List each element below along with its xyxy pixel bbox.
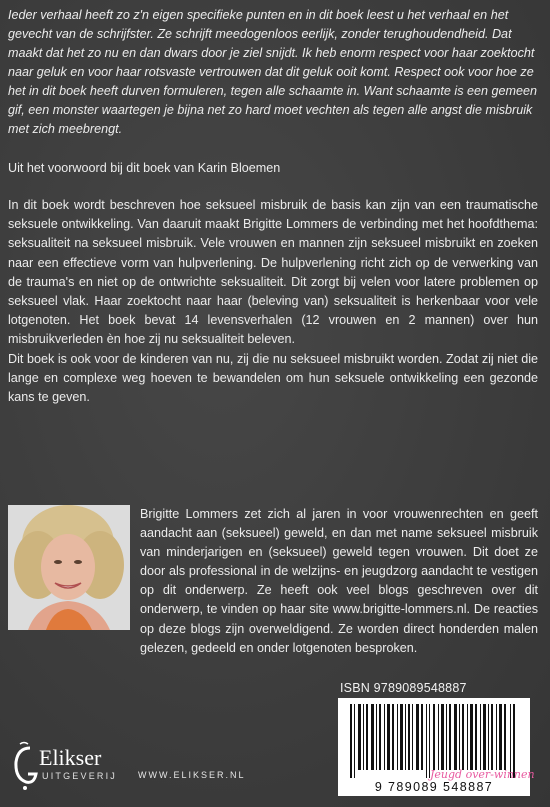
description-paragraph: In dit boek wordt beschreven hoe seksueel misbruik de basis kan zijn van een traumatische seksuele ontwikkeling. Van daaruit maakt Brigitte Lommers de verbinding met het hoofdthema: seksualiteit na seksueel misbruik. Vele vrouwen en mannen zijn seksueel misbruikt en zoeken naar een effectieve vorm van hulpverlening. De hulpverlening richt zich op de verwerking van de trauma's en niet op de ontwrichte seksualiteit. Dit zorgt bij velen voor latere problemen op seksueel vlak. Haar zoektocht naar haar (beleving van) seksualiteit is herkenbaar voor vele lotgenoten. Het boek bevat 14 levensverhalen (12 vrouwen en 2 mannen) over hun misbruikverleden èn hoe zij nu seksualiteit beleven.	[8, 198, 538, 347]
publisher-subtitle: UITGEVERIJ	[42, 771, 118, 781]
quote-source: Uit het voorwoord bij dit boek van Karin Bloemen	[8, 161, 281, 175]
foreword-quote: Ieder verhaal heeft zo z'n eigen specifieke punten en in dit boek leest u het verhaal en het gevecht van de schrijfster. Ze schrijft meedogenloos eerlijk, zonder terughoudendheid. Dat maakt dat het zo nu en dan dwars door je ziel snijdt. Ik heb enorm respect voor haar zoektocht naar geluk en voor haar rotsvaste vertrouwen dat dit geluk ooit komt. Respect ook voor hoe ze het in dit boek heeft durven formuleren, tegen alle schaamte in. Want schaamte is een gemeen gif, een monster waartegen je bijna net zo hard moet vechten als tegen alle angst die misbruik met zich meebrengt.	[8, 8, 538, 136]
barcode-digits: 9 789089 548887	[374, 780, 494, 794]
series-name: Jeugd over-winnen	[430, 768, 535, 781]
author-photo	[8, 505, 130, 630]
author-bio: Brigitte Lommers zet zich al jaren in voor vrouwenrechten en geeft aandacht aan (seksueel) geweld, en dan met name seksueel misbruik van minderjarigen en (seksueel) geweld tegen vrouwen. Dit doet ze door als professional in de welzijns- en jeugdzorg aandacht te vestigen op dit onderwerp. Ze heeft ook veel blogs geschreven over dit onderwerp, te vinden op haar site www.brigitte-lommers.nl. De reacties op deze blogs zijn overweldigend. Ze worden direct honderden malen gelezen, gedeeld en onder lotgenoten besproken.	[140, 507, 538, 655]
description-paragraph: Dit boek is ook voor de kinderen van nu, zij die nu seksueel misbruikt worden. Zodat zij niet die lange en complexe weg hoeven te bewandelen om hun seksuele ontwikkeling een gezonde kans te geven.	[8, 351, 538, 405]
publisher-website: WWW.ELIKSER.NL	[138, 770, 246, 780]
isbn-label: ISBN 9789089548887	[340, 681, 467, 695]
elikser-g-logo-icon	[8, 740, 42, 792]
barcode	[338, 698, 530, 796]
book-description	[8, 196, 538, 407]
barcode-bars	[338, 698, 530, 778]
publisher-name: Elikser	[39, 745, 102, 770]
